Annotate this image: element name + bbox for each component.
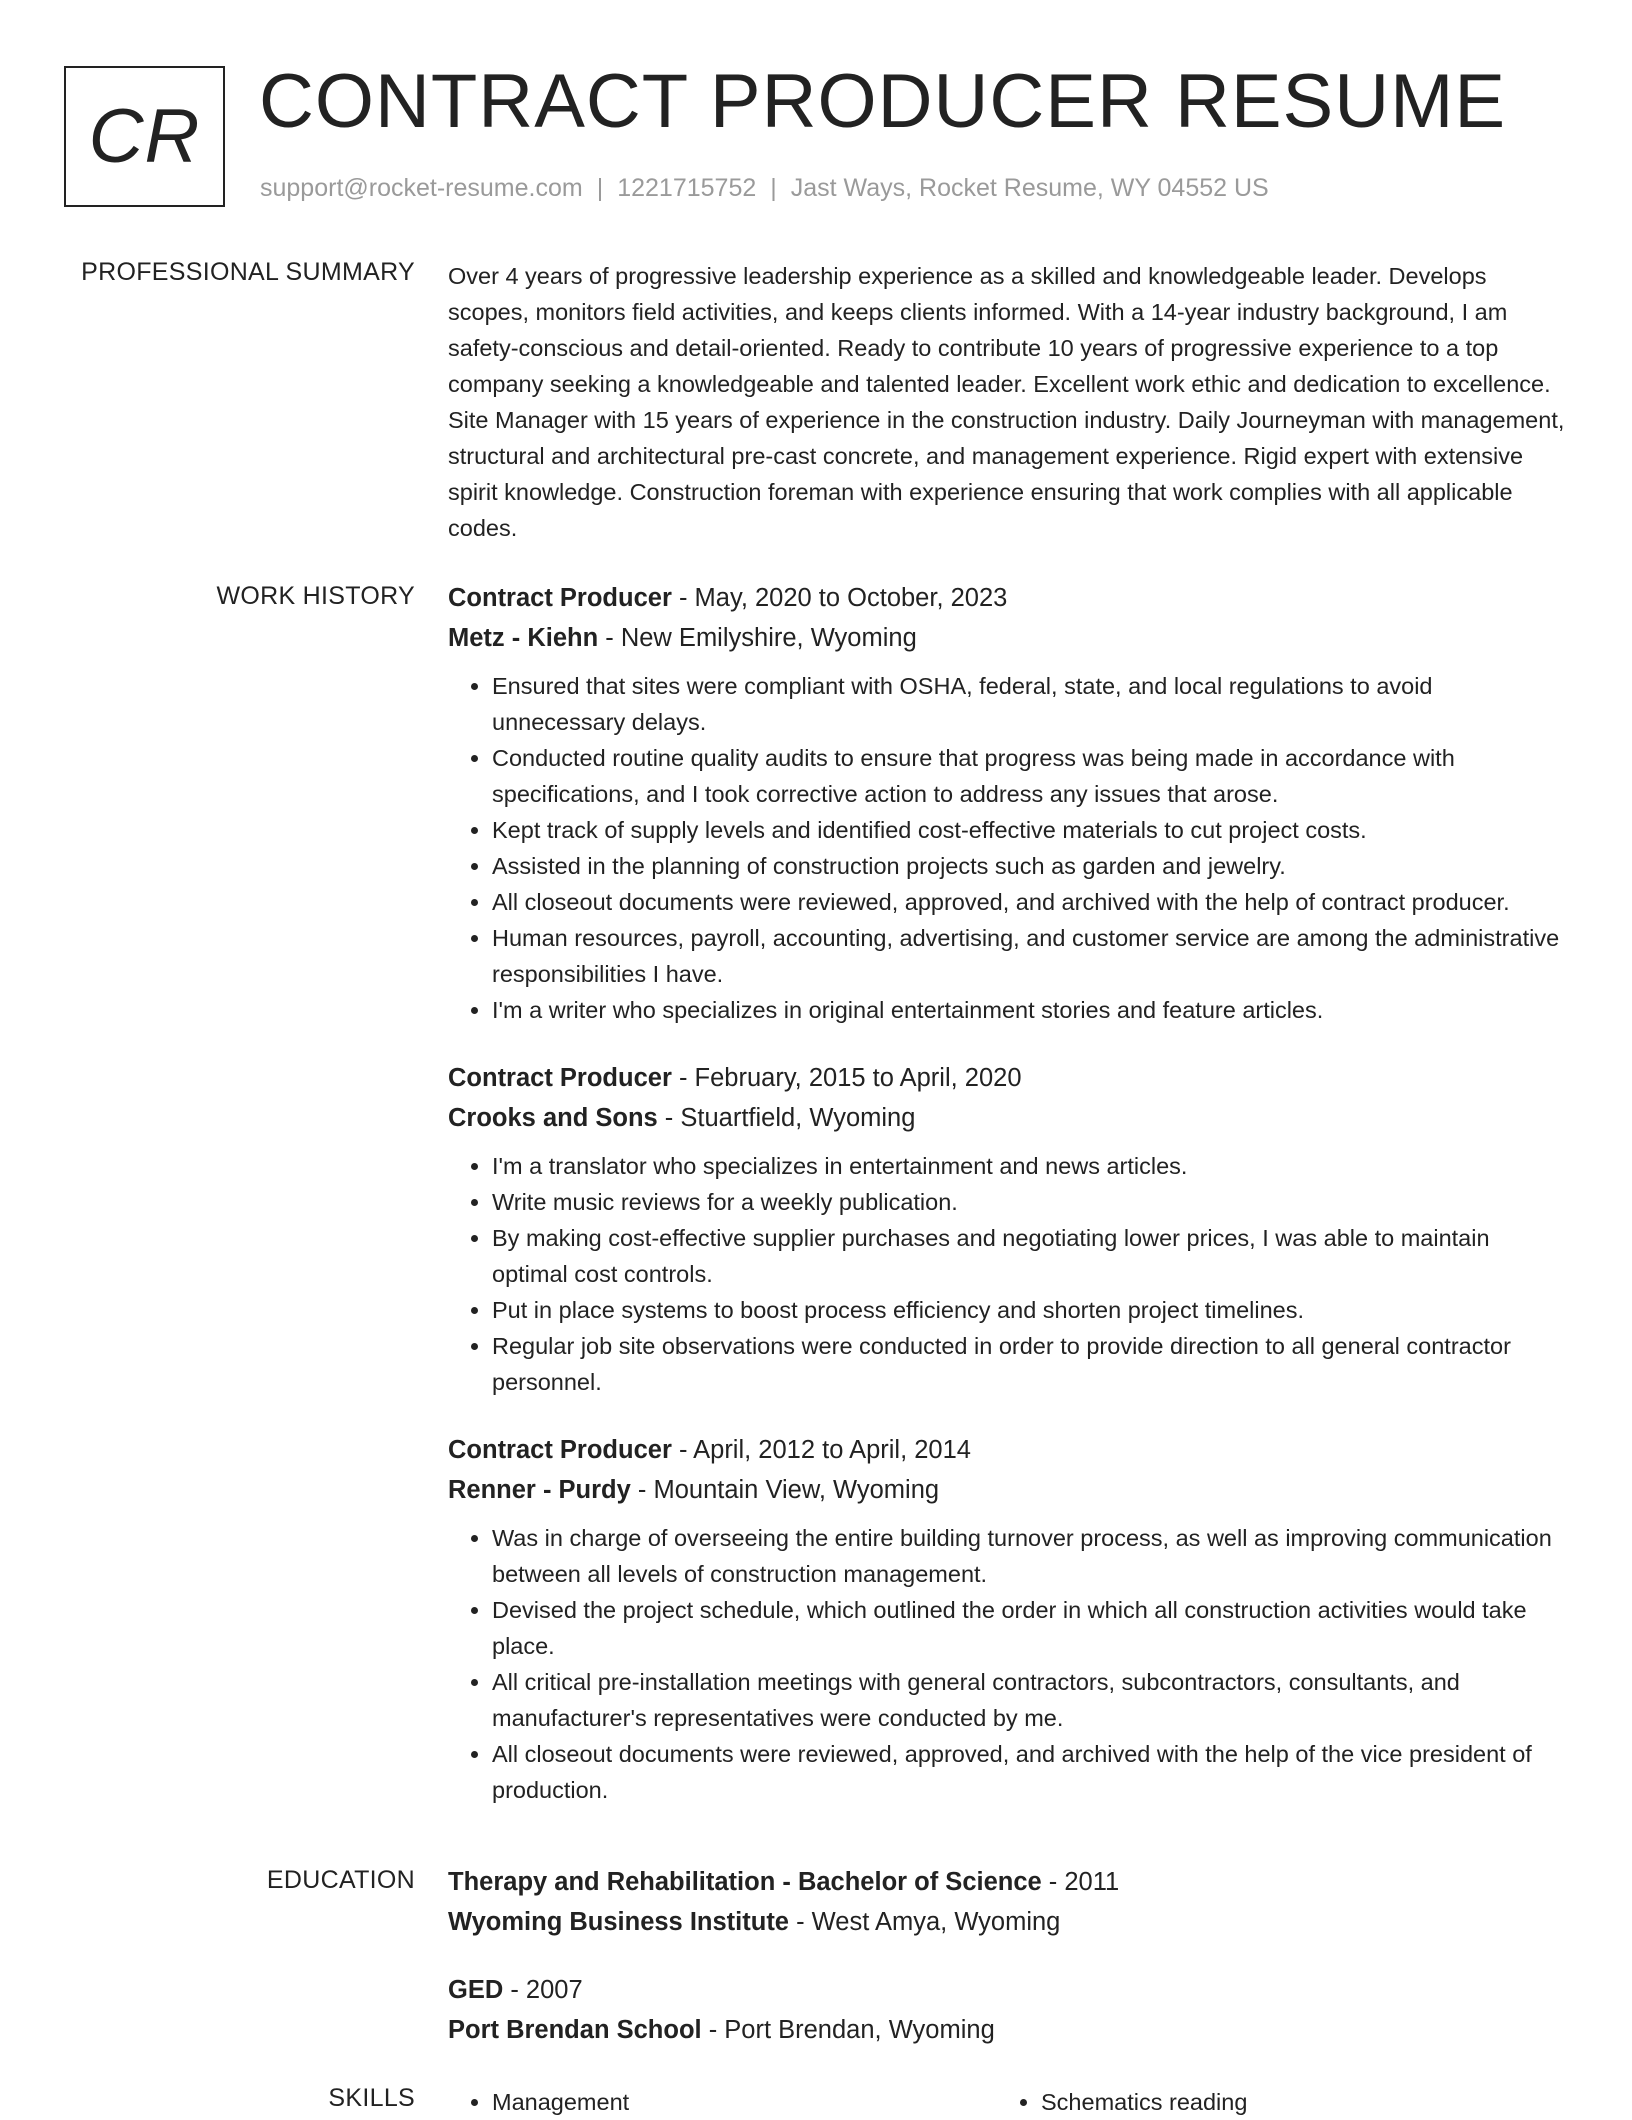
list-item: • I'm a translator who specializes in entertainment and news articles. (492, 1148, 1568, 1184)
job-bullets (448, 668, 1568, 1028)
list-item: • By making cost-effective supplier purchases and negotiating lower prices, I was able to maintain optimal cost controls. (492, 1220, 1568, 1292)
list-item: • Write music reviews for a weekly publication. (492, 1184, 1568, 1220)
contact-separator: | (596, 174, 604, 202)
education-body (448, 1862, 1568, 2078)
contact-separator: | (770, 174, 777, 202)
job-title-line (448, 1058, 1568, 1098)
job-company-line (448, 618, 1568, 658)
resume-title: CONTRACT PRODUCER RESUME (259, 59, 1507, 144)
job-title-line (448, 1430, 1568, 1470)
school-line (448, 2010, 1568, 2050)
contact-email[interactable]: support@rocket-resume.com (260, 174, 583, 202)
list-item: • Devised the project schedule, which outlined the order in which all construction activities would take place. (492, 1592, 1568, 1664)
job-company: Crooks and Sons (448, 1104, 658, 1132)
list-item: • Regular job site observations were conducted in order to provide direction to all general contractor personnel. (492, 1328, 1568, 1400)
job-company-line (448, 1098, 1568, 1138)
monogram-logo: CR (64, 66, 225, 207)
job-company: Metz - Kiehn (448, 624, 599, 652)
job-company-line (448, 1470, 1568, 1510)
skill-item: • Schematics reading (1041, 2084, 1546, 2120)
job-company: Renner - Purdy (448, 1476, 631, 1504)
education-entry (448, 1970, 1568, 2050)
section-label: PROFESSIONAL SUMMARY (81, 258, 415, 286)
job-entry (448, 1058, 1568, 1400)
skills-list-left (448, 2084, 997, 2120)
summary-text: Over 4 years of progressive leadership experience as a skilled and knowledgeable leader. Develops scopes, monitors field activities, and keeps clients informed. With a 14-year industry background, I am safety-conscious and detail-oriented. Ready to contribute 10 years of progressive experience to a top company seeking a knowledgeable and talented leader. Excellent work ethic and dedication to excellence. Site Manager with 15 years of experience in the construction industry. Daily Journeyman with management, structural and architectural pre-cast concrete, and management experience. Rigid expert with extensive spirit knowledge. Construction foreman with experience ensuring that work complies with all applicable codes. (448, 263, 1565, 541)
list-item: • All closeout documents were reviewed, approved, and archived with the help of the vice president of production. (492, 1736, 1568, 1808)
list-item: • Conducted routine quality audits to ensure that progress was being made in accordance with specifications, and I took corrective action to address any issues that arose. (492, 740, 1568, 812)
list-item: • Put in place systems to boost process efficiency and shorten project timelines. (492, 1292, 1568, 1328)
resume-header (64, 59, 1564, 216)
school-name: Port Brendan School (448, 2016, 702, 2044)
job-bullets (448, 1148, 1568, 1400)
job-title-line (448, 578, 1568, 618)
education-entry (448, 1862, 1568, 1942)
degree-name: Therapy and Rehabilitation - Bachelor of Science (448, 1868, 1042, 1896)
degree-name: GED (448, 1976, 504, 2004)
degree-line (448, 1862, 1568, 1902)
job-dates: - February, 2015 to April, 2020 (671, 1064, 1022, 1092)
contact-address: Jast Ways, Rocket Resume, WY 04552 US (790, 174, 1269, 202)
list-item: • All critical pre-installation meetings with general contractors, subcontractors, consultants, and manufacturer's representatives were conducted by me. (492, 1664, 1568, 1736)
list-item: • Kept track of supply levels and identified cost-effective materials to cut project costs. (492, 812, 1568, 848)
list-item: • I'm a writer who specializes in original entertainment stories and feature articles. (492, 992, 1568, 1028)
skills-body (448, 2084, 1568, 2120)
contact-line (260, 174, 1269, 203)
degree-line (448, 1970, 1568, 2010)
section-label: SKILLS (328, 2084, 415, 2112)
section-label: EDUCATION (266, 1866, 415, 1894)
list-item: • Human resources, payroll, accounting, advertising, and customer service are among the administrative responsibilities I have. (492, 920, 1568, 992)
summary-body (448, 258, 1568, 546)
job-entry (448, 1430, 1568, 1808)
degree-year: - 2007 (503, 1976, 583, 2004)
degree-year: - 2011 (1041, 1868, 1120, 1896)
job-location: - New Emilyshire, Wyoming (598, 624, 917, 652)
section-label: WORK HISTORY (216, 582, 415, 610)
job-entry (448, 578, 1568, 1028)
skills-list-right (997, 2084, 1546, 2120)
contact-phone: 1221715752 (617, 174, 757, 202)
work-history-body (448, 578, 1568, 1838)
job-title: Contract Producer (448, 584, 672, 612)
job-bullets (448, 1520, 1568, 1808)
list-item: • All closeout documents were reviewed, approved, and archived with the help of contract producer. (492, 884, 1568, 920)
job-dates: - April, 2012 to April, 2014 (671, 1436, 971, 1464)
job-location: - Stuartfield, Wyoming (657, 1104, 916, 1132)
job-location: - Mountain View, Wyoming (630, 1476, 940, 1504)
school-line (448, 1902, 1568, 1942)
job-title: Contract Producer (448, 1064, 672, 1092)
skill-item: • Management (492, 2084, 997, 2120)
school-location: - West Amya, Wyoming (789, 1908, 1061, 1936)
list-item: • Ensured that sites were compliant with OSHA, federal, state, and local regulations to avoid unnecessary delays. (492, 668, 1568, 740)
list-item: • Assisted in the planning of construction projects such as garden and jewelry. (492, 848, 1568, 884)
job-title: Contract Producer (448, 1436, 672, 1464)
list-item: • Was in charge of overseeing the entire building turnover process, as well as improving communication between all levels of construction management. (492, 1520, 1568, 1592)
job-dates: - May, 2020 to October, 2023 (671, 584, 1008, 612)
school-location: - Port Brendan, Wyoming (701, 2016, 995, 2044)
school-name: Wyoming Business Institute (448, 1908, 789, 1936)
